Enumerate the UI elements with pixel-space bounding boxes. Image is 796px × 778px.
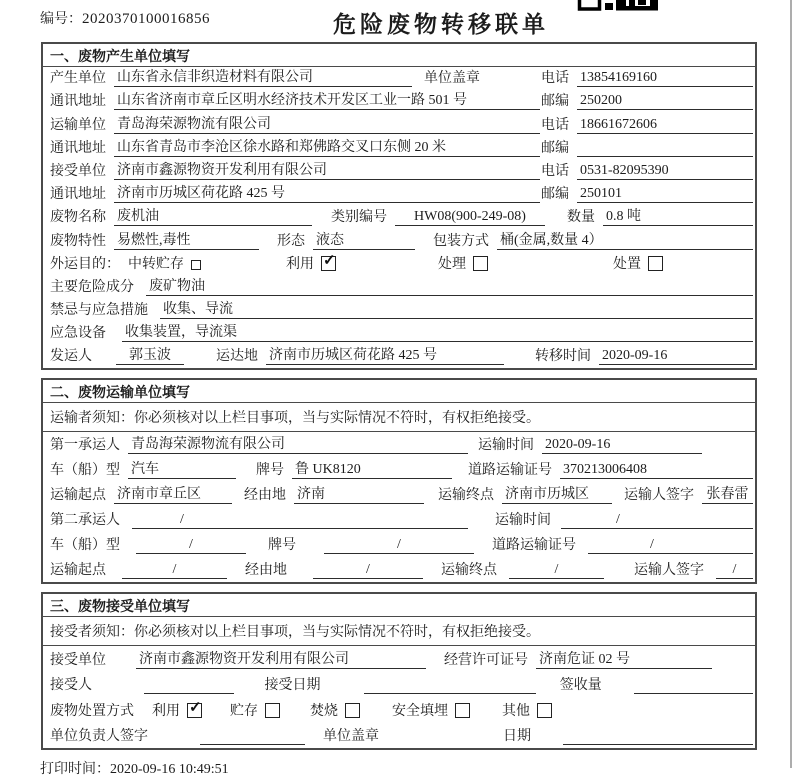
route1-via-field: 济南 — [294, 486, 424, 504]
disposal-option-store-label: 贮存 — [230, 703, 258, 719]
disposal-option-landfill-label: 安全填埋 — [392, 703, 448, 719]
transporter-phone-label: 电话 — [541, 117, 569, 133]
waste-props-row — [43, 229, 755, 252]
transfer-time-field: 2020-09-16 — [599, 347, 753, 365]
receiver-row — [43, 160, 755, 183]
route1-sign-field: 张春雷 — [702, 486, 753, 504]
disposal-option-other-label: 其他 — [502, 703, 530, 719]
vehicle2-label: 车（船）型 — [50, 538, 120, 554]
section-1-title: 一、废物产生单位填写 — [43, 44, 755, 67]
receiver-zip-group — [541, 185, 753, 203]
disposal-utilize-checkbox — [187, 703, 202, 718]
section-2-notice: 运输者须知：你必须核对以上栏目事项，当与实际情况不符时，有权拒绝接受。 — [43, 403, 755, 432]
packing-label: 包装方式 — [433, 233, 489, 249]
measures-row — [43, 299, 755, 322]
unit-seal-label: 单位盖章 — [424, 71, 480, 87]
hazard-label: 主要危险成分 — [50, 279, 134, 295]
disposal-option-other — [502, 703, 552, 720]
carrier2-field: / — [132, 511, 468, 529]
waste-name-row — [43, 206, 755, 229]
shipper-label: 发运人 — [50, 349, 92, 365]
destination-field: 济南市历城区荷花路 425 号 — [266, 347, 504, 365]
signed-qty-label: 签收量 — [559, 678, 602, 694]
receiver-phone-field: 0531-82095390 — [577, 162, 753, 180]
packing-field: 桶(金属,数量 4） — [497, 232, 753, 250]
transporter-address-field: 山东省青岛市李沧区徐水路和郑佛路交叉口东侧 20 米 — [114, 139, 540, 157]
sig-field — [200, 728, 305, 745]
disposal-option-store — [230, 703, 280, 720]
purpose-option-transfer-label: 中转贮存 — [128, 256, 184, 272]
road-cert1-label: 道路运输证号 — [468, 463, 552, 479]
vehicle1-type-field: 汽车 — [128, 461, 236, 479]
route2-via-field: / — [313, 561, 423, 579]
page-title: 危险废物转移联单 — [333, 12, 549, 37]
vehicle2-row — [43, 532, 755, 557]
carrier1-label: 第一承运人 — [50, 438, 120, 454]
page-edge-divider — [790, 0, 792, 768]
purpose-option-transfer — [128, 256, 201, 273]
document-number — [40, 8, 210, 28]
acceptor-label: 接受人 — [50, 678, 92, 694]
producer-phone-field: 13854169160 — [577, 69, 753, 87]
acceptor-row — [43, 672, 755, 698]
equipment-row — [43, 322, 755, 345]
hazard-field: 废矿物油 — [146, 278, 753, 296]
purpose-utilize-checkbox — [321, 256, 336, 271]
transporter-zip-group — [541, 140, 753, 157]
section-1-box — [41, 42, 757, 370]
carrier1-time-label: 运输时间 — [478, 438, 534, 454]
route2-end-label: 运输终点 — [441, 563, 497, 579]
transfer-time-label: 转移时间 — [535, 349, 591, 365]
shipper-row — [43, 345, 755, 368]
waste-qty-label: 数量 — [567, 210, 595, 226]
road-cert1-field: 370213006408 — [560, 461, 753, 479]
section-2-title: 二、废物运输单位填写 — [43, 380, 755, 403]
waste-name-field: 废机油 — [114, 208, 312, 226]
transporter-phone-field: 18661672606 — [577, 116, 753, 134]
measures-field: 收集、导流 — [160, 301, 753, 319]
route1-sign-label: 运输人签字 — [624, 488, 694, 504]
transporter-zip-field — [577, 140, 753, 157]
measures-label: 禁忌与应急措施 — [50, 303, 148, 319]
document-body — [41, 42, 757, 750]
transporter-label: 运输单位 — [50, 117, 106, 133]
receiver-phone-group — [541, 162, 753, 180]
purpose-option-utilize — [286, 256, 336, 273]
route1-end-label: 运输终点 — [438, 488, 494, 504]
license-field: 济南危证 02 号 — [536, 651, 712, 669]
producer-address-row — [43, 90, 755, 113]
accept-unit-row — [43, 646, 755, 672]
disposal-other-checkbox — [537, 703, 552, 718]
purpose-row — [43, 253, 755, 276]
waste-props-field: 易燃性,毒性 — [114, 232, 259, 250]
waste-form-field: 液态 — [313, 232, 415, 250]
accept-unit-label: 接受单位 — [50, 652, 106, 668]
vehicle1-label: 车（船）型 — [50, 463, 120, 479]
receiver-address-label: 通讯地址 — [50, 187, 106, 203]
purpose-treat-checkbox — [473, 256, 488, 271]
route2-end-field: / — [509, 561, 604, 579]
purpose-option-treat-label: 处理 — [438, 256, 466, 272]
route2-start-field: / — [122, 561, 227, 579]
equipment-label: 应急设备 — [50, 326, 106, 342]
license-label: 经营许可证号 — [444, 652, 528, 668]
producer-label: 产生单位 — [50, 71, 106, 87]
route2-start-label: 运输起点 — [50, 563, 106, 579]
carrier1-time-group — [478, 436, 753, 454]
route1-via-label: 经由地 — [244, 488, 286, 504]
receiver-label: 接受单位 — [50, 163, 106, 179]
purpose-option-utilize-label: 利用 — [286, 256, 314, 272]
route2-sign-field: / — [716, 561, 753, 579]
road-cert2-label: 道路运输证号 — [492, 538, 576, 554]
producer-zip-label: 邮编 — [541, 94, 569, 110]
receiver-zip-field: 250101 — [577, 185, 753, 203]
receiver-zip-label: 邮编 — [541, 187, 569, 203]
disposal-option-incinerate-label: 焚烧 — [310, 703, 338, 719]
waste-form-label: 形态 — [277, 233, 305, 249]
disposal-label: 废物处置方式 — [50, 703, 134, 719]
document-header — [0, 0, 796, 42]
producer-zip-field: 250200 — [577, 92, 753, 110]
transporter-zip-label: 邮编 — [541, 140, 569, 156]
producer-address-field: 山东省济南市章丘区明水经济技术开发区工业一路 501 号 — [114, 92, 540, 110]
acceptor-field — [144, 677, 234, 694]
purpose-dispose-checkbox — [648, 256, 663, 271]
signed-qty-field — [634, 677, 753, 694]
section-3-title: 三、废物接受单位填写 — [43, 594, 755, 617]
carrier1-row — [43, 432, 755, 457]
disposal-landfill-checkbox — [455, 703, 470, 718]
waste-name-label: 废物名称 — [50, 210, 106, 226]
print-time-label: 打印时间： — [40, 762, 110, 778]
plate1-label: 牌号 — [256, 463, 284, 479]
carrier1-time-field: 2020-09-16 — [542, 436, 702, 454]
disposal-store-checkbox — [265, 703, 280, 718]
equipment-field: 收集装置，导流渠 — [122, 324, 753, 342]
carrier2-time-field: / — [561, 511, 753, 529]
producer-value-field: 山东省永信非织造材料有限公司 — [114, 69, 412, 87]
purpose-transfer-checkbox — [191, 260, 201, 270]
sig-date-field — [563, 728, 753, 745]
route1-start-label: 运输起点 — [50, 488, 106, 504]
route1-start-field: 济南市章丘区 — [114, 486, 232, 504]
producer-address-label: 通讯地址 — [50, 94, 106, 110]
shipper-name-field: 郭玉波 — [116, 347, 184, 365]
vehicle1-row — [43, 457, 755, 482]
receiver-value-field: 济南市鑫源物资开发利用有限公司 — [114, 162, 540, 180]
producer-phone-label: 电话 — [541, 71, 569, 87]
print-time-value: 2020-09-16 10:49:51 — [110, 762, 229, 778]
hazard-row — [43, 276, 755, 299]
carrier2-time-label: 运输时间 — [495, 513, 551, 529]
sig-date-label: 日期 — [503, 729, 531, 745]
purpose-option-dispose — [613, 256, 663, 273]
transporter-value-field: 青岛海荣源物流有限公司 — [114, 116, 540, 134]
purpose-label: 外运目的： — [50, 256, 120, 272]
accept-unit-field: 济南市鑫源物资开发利用有限公司 — [136, 651, 426, 669]
route2-via-label: 经由地 — [245, 563, 287, 579]
receiver-address-row — [43, 183, 755, 206]
plate1-field: 鲁 UK8120 — [292, 461, 452, 479]
disposal-option-landfill — [392, 703, 470, 720]
disposal-incinerate-checkbox — [345, 703, 360, 718]
producer-phone-group — [541, 69, 753, 87]
transporter-address-label: 通讯地址 — [50, 140, 106, 156]
sig-seal-label: 单位盖章 — [323, 729, 379, 745]
route1-end-field: 济南市历城区 — [502, 486, 612, 504]
transporter-row — [43, 113, 755, 136]
waste-category-label: 类别编号 — [331, 210, 387, 226]
route1-row — [43, 482, 755, 507]
plate2-label: 牌号 — [268, 538, 296, 554]
vehicle2-type-field: / — [136, 536, 246, 554]
document-number-value: 2020370100016856 — [82, 11, 210, 27]
disposal-option-utilize-label: 利用 — [152, 703, 180, 719]
transporter-phone-group — [541, 116, 753, 134]
waste-qty-field: 0.8 吨 — [603, 208, 753, 226]
plate2-field: / — [324, 536, 474, 554]
disposal-row — [43, 697, 755, 723]
section-2-box — [41, 378, 757, 584]
carrier2-label: 第二承运人 — [50, 513, 120, 529]
section-3-box — [41, 592, 757, 750]
qr-code-fragment-icon — [578, 0, 660, 16]
destination-label: 运达地 — [216, 349, 258, 365]
route2-sign-label: 运输人签字 — [634, 563, 704, 579]
signature-row — [43, 723, 755, 749]
document-number-label: 编号： — [40, 12, 82, 27]
transporter-address-row — [43, 137, 755, 160]
waste-props-label: 废物特性 — [50, 233, 106, 249]
transfer-time-group — [535, 347, 753, 365]
producer-row — [43, 67, 755, 90]
waste-category-field: HW08(900-249-08) — [395, 208, 545, 226]
receiver-address-field: 济南市历城区荷花路 425 号 — [114, 185, 540, 203]
disposal-option-incinerate — [310, 703, 360, 720]
disposal-option-utilize — [152, 703, 202, 720]
receiver-phone-label: 电话 — [541, 163, 569, 179]
route2-row — [43, 557, 755, 582]
purpose-option-dispose-label: 处置 — [613, 256, 641, 272]
sig-label: 单位负责人签字 — [50, 729, 148, 745]
carrier1-field: 青岛海荣源物流有限公司 — [128, 436, 468, 454]
carrier2-row — [43, 507, 755, 532]
print-time — [40, 758, 796, 778]
purpose-option-treat — [438, 256, 488, 273]
accept-date-field — [364, 677, 535, 694]
carrier2-time-group — [495, 511, 753, 529]
producer-zip-group — [541, 92, 753, 110]
accept-date-label: 接受日期 — [264, 678, 321, 694]
road-cert2-field: / — [588, 536, 753, 554]
section-3-notice: 接受者须知：你必须核对以上栏目事项，当与实际情况不符时，有权拒绝接受。 — [43, 617, 755, 646]
